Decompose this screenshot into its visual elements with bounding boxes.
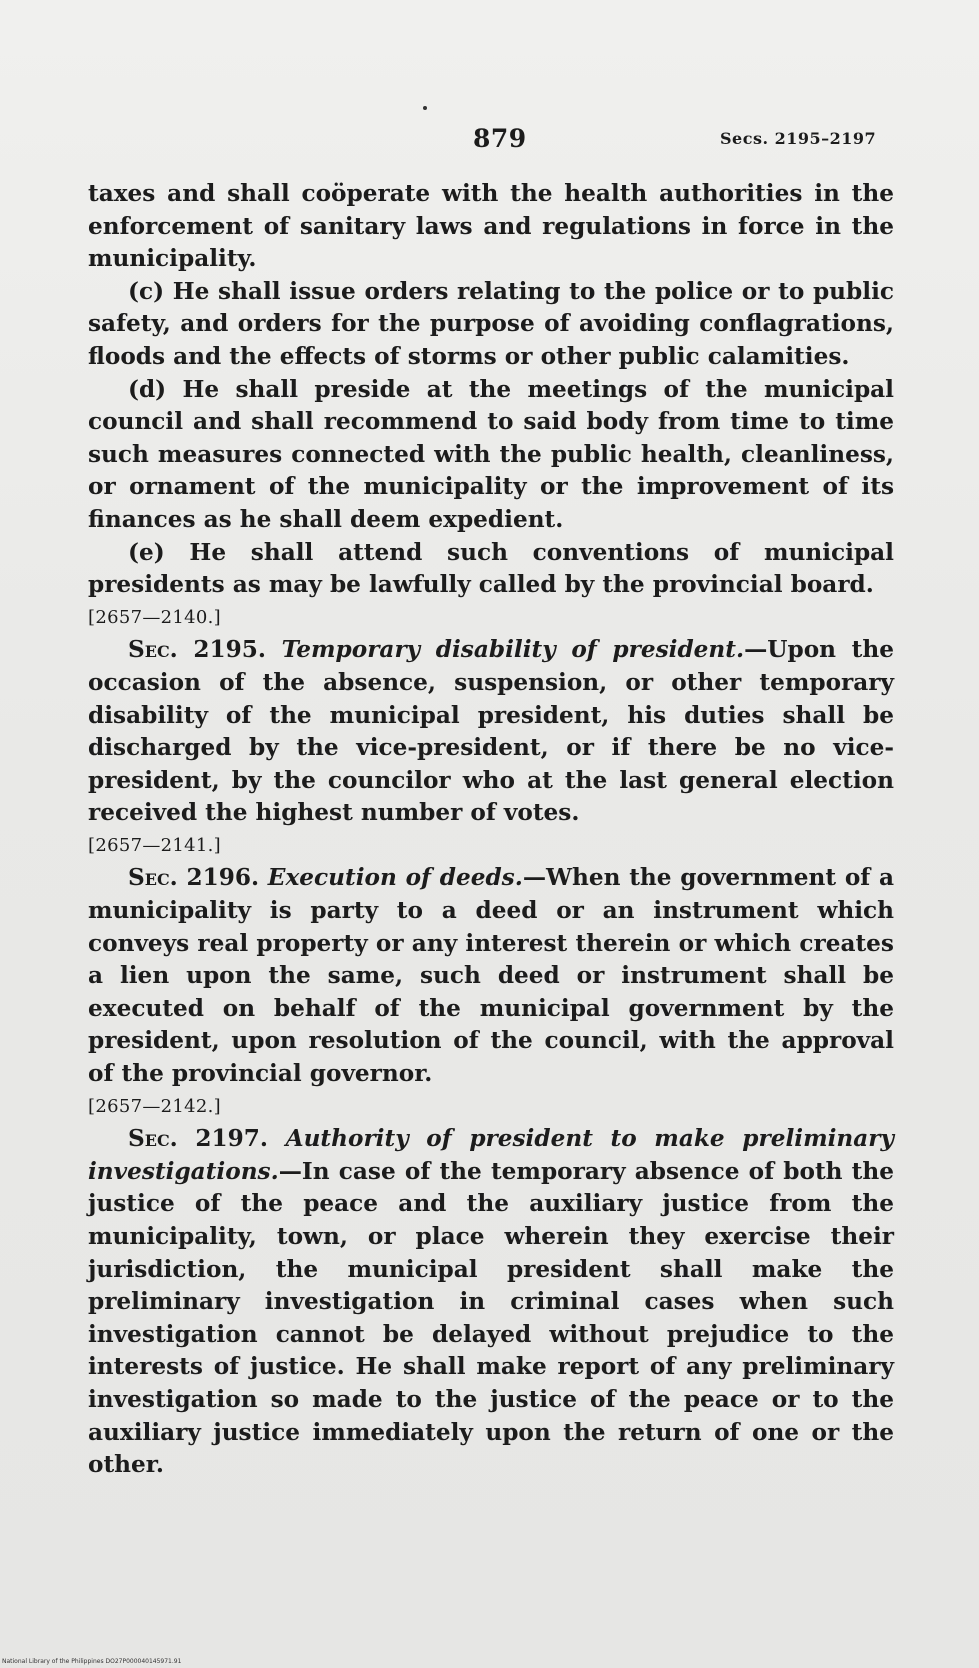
section-body: —Upon the occasion of the absence, suspension, or other temporary disability of the municipal president, his duties shall be discharged by the vice-president, or if there be no vice-president, by the councilor who at the last general election received the highest number of votes. bbox=[88, 636, 894, 827]
section-2195 bbox=[88, 634, 894, 830]
reference-2142: [2657—2142.] bbox=[88, 1095, 221, 1117]
section-2196 bbox=[88, 862, 894, 1090]
paragraph-d: (d) He shall preside at the meetings of the municipal council and shall recommend to said body from time to time such measures connected with the public health, cleanliness, or ornament of the municipality or the improvement of its finances as he shall deem expedient. bbox=[88, 375, 894, 533]
section-body: —When the government of a municipality is party to a deed or an instrument which conveys real property or any interest therein or which creates a lien upon the same, such deed or instrument shall be executed on behalf of the municipal government by the president, upon resolution of the council, with the approval of the provincial governor. bbox=[88, 864, 894, 1088]
section-2197 bbox=[88, 1123, 894, 1482]
section-label: Sec. 2197. bbox=[128, 1125, 268, 1153]
reference-2141: [2657—2141.] bbox=[88, 834, 221, 856]
paragraph-e: (e) He shall attend such conventions of municipal presidents as may be lawfully called by the provincial board. bbox=[88, 538, 894, 599]
running-header bbox=[0, 120, 979, 160]
section-label: Sec. 2195. bbox=[128, 636, 266, 664]
section-title: Execution of deeds. bbox=[267, 864, 523, 892]
paragraph-c: (c) He shall issue orders relating to the police or to public safety, and orders for the purpose of avoiding conflagrations, floods and the effects of storms or other public calamities. bbox=[88, 277, 894, 370]
paragraph-continuation: taxes and shall coöperate with the health authorities in the enforcement of sanitary laws and regulations in force in the municipality. bbox=[88, 180, 894, 273]
section-title: Temporary disability of president. bbox=[281, 636, 745, 664]
page-number: 879 bbox=[473, 124, 527, 153]
section-label: Sec. 2196. bbox=[128, 864, 260, 892]
section-body: —In case of the temporary absence of both the justice of the peace and the auxiliary justice from the municipality, town, or place wherein they exercise their jurisdiction, the municipal president shall make the preliminary investigation in criminal cases when such investigation cannot be delayed without prejudice to the interests of justice. He shall make report of any preliminary investigation so made to the justice of the peace or to the auxiliary justice immediately upon the return of one or the other. bbox=[88, 1157, 894, 1479]
reference-2140: [2657—2140.] bbox=[88, 606, 221, 628]
scan-speck bbox=[423, 106, 427, 110]
section-range: Secs. 2195–2197 bbox=[720, 129, 877, 148]
library-watermark: National Library of the Philippines DO27P000040145971.91 bbox=[2, 1658, 182, 1665]
section-title: Authority of president to make preliminary investigations. bbox=[88, 1125, 894, 1185]
body-text bbox=[88, 178, 894, 1482]
